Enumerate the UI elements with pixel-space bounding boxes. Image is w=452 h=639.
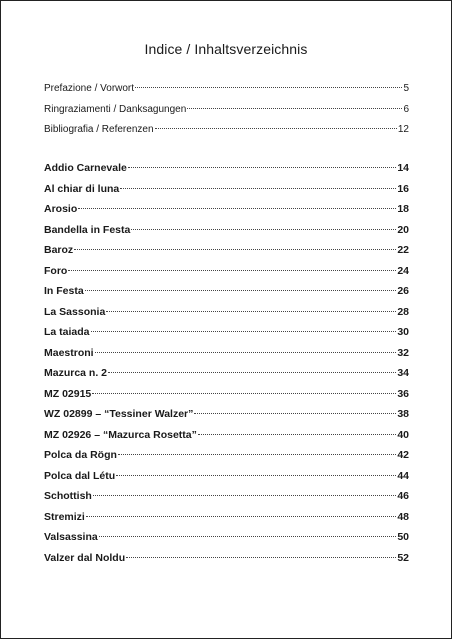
dot-leader (99, 536, 397, 537)
toc-entry-page: 52 (397, 551, 409, 564)
toc-entry[interactable] (44, 404, 409, 425)
toc-entry-label: Bibliografia / Referenzen (44, 124, 154, 135)
dot-leader (78, 208, 396, 209)
dot-leader (93, 495, 396, 496)
toc-entry-page: 28 (397, 305, 409, 318)
toc-entry-label: Stremizi (44, 510, 85, 523)
toc-entry-page: 14 (397, 162, 409, 174)
front-matter-list (44, 79, 409, 141)
dot-leader (116, 475, 396, 476)
dot-leader (85, 290, 397, 291)
toc-entry-page: 48 (397, 510, 409, 523)
page-title: Indice / Inhaltsverzeichnis (144, 41, 308, 57)
toc-entry-label: Valzer dal Noldu (44, 551, 126, 564)
toc-entry-label: Bandella in Festa (44, 223, 131, 236)
dot-leader (155, 128, 397, 129)
toc-entry-page: 20 (397, 223, 409, 236)
toc-entry-label: MZ 02915 (44, 387, 92, 400)
toc-entry-page: 42 (397, 449, 409, 461)
toc-entry-page: 12 (397, 124, 409, 135)
toc-entry-page: 24 (397, 264, 409, 277)
dot-leader (91, 331, 397, 332)
toc-entry-label: Arosio (44, 203, 78, 215)
toc-entry[interactable] (44, 322, 409, 343)
dot-leader (135, 87, 402, 88)
toc-entry-page: 30 (397, 326, 409, 338)
toc-entry[interactable] (44, 100, 409, 121)
dot-leader (194, 413, 396, 414)
dot-leader (131, 229, 396, 230)
dot-leader (86, 516, 396, 517)
toc-entry-page: 46 (397, 490, 409, 502)
toc-entry[interactable] (44, 548, 409, 569)
dot-leader (120, 188, 396, 189)
toc-entry[interactable] (44, 261, 409, 282)
dot-leader (198, 434, 396, 435)
toc-entry-page: 18 (397, 203, 409, 215)
toc-entry-label: Ringraziamenti / Danksagungen (44, 103, 187, 115)
toc-entry-label: Valsassina (44, 531, 98, 543)
toc-entry[interactable] (44, 507, 409, 528)
toc-entry[interactable] (44, 384, 409, 405)
toc-entry-page: 40 (397, 428, 409, 441)
toc-entry[interactable] (44, 240, 409, 261)
dot-leader (74, 249, 396, 250)
toc-entry-label: Foro (44, 264, 68, 277)
toc-entry-page: 50 (397, 531, 409, 543)
toc-entry-label: Baroz (44, 244, 74, 256)
toc-entry-label: La taiada (44, 326, 90, 338)
toc-entry-page: 38 (397, 408, 409, 420)
dot-leader (128, 167, 396, 168)
toc-entry[interactable] (44, 486, 409, 507)
dot-leader (92, 393, 396, 394)
toc-entry[interactable] (44, 79, 409, 100)
toc-entry-label: Schottish (44, 490, 92, 502)
toc-entry[interactable] (44, 281, 409, 302)
toc-entry-page: 16 (397, 182, 409, 195)
toc-entry-label: Prefazione / Vorwort (44, 83, 135, 94)
toc-entry-label: Al chiar di luna (44, 182, 120, 195)
toc-entry-page: 34 (397, 367, 409, 379)
dot-leader (106, 311, 396, 312)
toc-entry-label: Polca dal Létu (44, 469, 116, 482)
dot-leader (187, 108, 402, 109)
pieces-list (44, 158, 409, 568)
dot-leader (126, 557, 396, 558)
toc-entry-label: Mazurca n. 2 (44, 367, 108, 379)
toc-entry[interactable] (44, 120, 409, 141)
toc-entry-page: 32 (397, 346, 409, 359)
dot-leader (95, 352, 397, 353)
toc-entry[interactable] (44, 363, 409, 384)
toc-entry[interactable] (44, 220, 409, 241)
toc-entry-label: Maestroni (44, 346, 94, 359)
toc-entry-page: 5 (403, 83, 409, 94)
toc-entry-page: 44 (397, 469, 409, 482)
toc-entry[interactable] (44, 158, 409, 179)
dot-leader (118, 454, 396, 455)
toc-entry[interactable] (44, 445, 409, 466)
toc-entry[interactable] (44, 527, 409, 548)
toc-entry-page: 36 (397, 387, 409, 400)
toc-entry-label: Polca da Rögn (44, 449, 117, 461)
toc-entry[interactable] (44, 343, 409, 364)
toc-entry[interactable] (44, 199, 409, 220)
toc-entry[interactable] (44, 466, 409, 487)
toc-entry-label: In Festa (44, 285, 84, 297)
toc-entry-page: 6 (403, 103, 409, 115)
toc-entry-page: 22 (397, 244, 409, 256)
toc-entry-label: MZ 02926 – “Mazurca Rosetta” (44, 428, 197, 441)
toc-entry[interactable] (44, 179, 409, 200)
toc-entry-label: La Sassonia (44, 305, 106, 318)
toc-entry-label: WZ 02899 – “Tessiner Walzer” (44, 408, 194, 420)
dot-leader (68, 270, 396, 271)
toc-entry-label: Addio Carnevale (44, 162, 127, 174)
toc-entry-page: 26 (397, 285, 409, 297)
toc-entry[interactable] (44, 302, 409, 323)
toc-entry[interactable] (44, 425, 409, 446)
dot-leader (108, 372, 396, 373)
